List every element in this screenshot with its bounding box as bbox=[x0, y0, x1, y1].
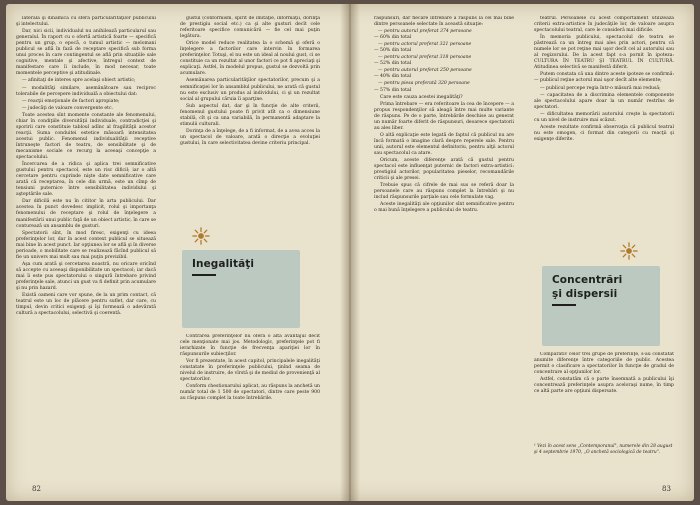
paragraph: gustul (conformism, spirit de imitaţie, informaţii, dorinţa de prestigiu social etc.) ca şi alte gusturi decît cele referitoare specifice comunicării — fie cel mai puţin legătura. bbox=[180, 16, 320, 40]
paragraph: Orice model reduce realitatea la o schemă şi oferă o înţelegere a factorilor care intervin în formarea preferinţelor. Totuşi, el nu este un ideal al noului gust, ci se constituie ca un rezultat al unor factori ce pot fi apreciaţi şi explicaţi. Astfel, în modelul propus, gustul se dezvoltă prin acumulare. bbox=[180, 41, 320, 77]
paragraph: Astfel, constatăm că o parte însemnată a publicului îşi concentrează preferinţele asupra aceloraşi nume, în timp ce altă parte are opţiuni dispersate. bbox=[534, 377, 674, 395]
paragraph: Există oameni care vor spune, de la un prim contact, că teatrul este un loc de plãcere pentru suflet, dar care, cu timpul, devin critici exigenţi şi îşi formează o adevărată cultură a spectacolului, selectivă şi coerentă. bbox=[16, 293, 156, 317]
paragraph: Conform chestionarului aplicat, au răspuns la anchetă un număr total de 1 500 de spectatori, dintre care peste 900 au răspuns complet la toate întrebările. bbox=[180, 384, 320, 402]
paragraph: În memoria publicului, spectacolul de teatru se păstrează ca un întreg mai ales prin actori, pentru că numele lor se pot reţine mai uşor decît cel al autorului sau al regizorului. De la acest fapt s-a pornit în ipoteza: CULTURA ÎN TEATRU ŞI TEATRUL ÎN CULTURĂ. Atitudinea selectivă se manifestă diferit. bbox=[534, 35, 674, 71]
paragraph: Încercarea de a ridica şi aplica trei semnificative gustului pentru spectacol, este un risc dificil; iar o altă cercetare pentru cuprinde nişte date semnificative care arată că receptarea, în cele din urmă, este un cîmp de tensiuni puternice între sensibilitatea individului şi aşteptările sale. bbox=[16, 162, 156, 198]
scores-intro: răspunsuri, dar fiecare întrebare a răspuns la cel mai bine dintre persoanele selectate în această situaţie: bbox=[374, 16, 514, 28]
score-line: — pentru actorul preferat 318 persoane bbox=[378, 55, 472, 61]
score-percentage: — 57% din total bbox=[374, 87, 412, 93]
right-column-1-body bbox=[374, 95, 514, 215]
score-percentage: — 52% din total bbox=[374, 61, 412, 67]
right-page-column-2-top bbox=[534, 16, 674, 248]
right-page bbox=[350, 4, 694, 501]
paragraph: Sub aspectul dat, dar şi în funcţie de alte criterii, fenomenul gustului poate fi privit atît ca o dimensiune stabilă, cît şi ca una variabilă, în permanentă adaptare la stimulii culturali. bbox=[180, 103, 320, 127]
left-page-column-2-bottom bbox=[180, 334, 320, 474]
sun-ornament-icon bbox=[620, 242, 638, 264]
score-line: — pentru actorul preferat 321 persoane bbox=[378, 42, 472, 48]
score-list bbox=[374, 29, 514, 93]
paragraph: — afinitaţi de interes spre acelaşi obiect artistic; bbox=[22, 78, 136, 84]
score-percentage: — 60% din total bbox=[374, 35, 412, 41]
paragraph: Spectatorii sînt, în mod firesc, exigenţi cu ideea preferinţelor lor, dar în acest context publicul se situează mai bine în acest punct. Iar opţiunea lor se află şi în diverse perioade, o mobilitate care se realizează fãcînd publicul să fie un univers mai mult sau mai puţin previzibil. bbox=[16, 230, 156, 260]
score-line: — pentru autorul preferat 250 persoane bbox=[378, 68, 472, 74]
inegalitati-sidebar bbox=[182, 250, 300, 328]
footnote: ¹ Vezi în acest sens „Contemporanul", numerele din 28 august şi 4 septembrie 1970, „O anchetă sociologică de teatru". bbox=[534, 444, 673, 455]
paragraph: Aşa cum arată şi cercetarea noastră, nu oricare oricînd să accepte cu aceeaşi disponibilitate un spectacol; iar dacă mai îi este pus spectatorului o singurã întrebare privind preferinţele sale, atunci un gust va fi definit prin acumulare şi nu prin hazard. bbox=[16, 261, 156, 292]
concentrari-sidebar bbox=[542, 266, 660, 346]
score-percentage: — 40% din total bbox=[374, 74, 412, 80]
paragraph: — publicul percepe regia într-o măsură mai redusă; bbox=[540, 85, 661, 91]
page-number-left: 82 bbox=[32, 485, 41, 493]
left-page-column-2-top bbox=[180, 16, 320, 228]
paragraph: Dar, nici sicii, individualul nu anihileazã particularul sau generalul. În raport cu o ofertã artisticã foarte — specificã pentru un grup, o epocã, o tumul artistic — melomani publicul se aflã în fazã de receptare specificã sub forma unui proces în care contingentul se află prin situațiile sale cognitive, mentale şi afective, întregul context de manifestare care îi include, în mod necesar, toate momentele perceptive şi atitudinale. bbox=[16, 29, 156, 77]
paragraph: — reacţii emoţionale de factori apropiate; bbox=[22, 98, 120, 104]
paragraph: Dar dificilă este nu în cititor în arta publicului. Dar acestea în punct dovedesc implicit, rolul şi importanţa fenomenului de receptare şi rolul de înţelegere a manifestării unui public faţă de un obiect artistic, în care se conturează un ansamblu de gusturi. bbox=[16, 199, 156, 229]
paragraph: Comparativ celor trei grupe de preferinţe, s-au constatat anumite diferenţe între categoriile de public. Acestea permit o clasificare a spectatorilor în funcţie de gradul de concentrare al opţiunilor lor. bbox=[534, 352, 674, 376]
paragraph: Asemănarea particularităţilor spectatorilor, precum şi a semnificaţiei lor în ansamblul publicului, ne arată că gustul nu este exclusiv un produs al individului, ci şi un rezultat social al grupului căruia îi aparţine. bbox=[180, 78, 320, 102]
paragraph: Trebuie spus că cifrele de mai sus se referă doar la persoanele care au răspuns complet la întrebări şi nu includ răspunsurile parţiale sau cele formulate vag. bbox=[374, 183, 514, 201]
paragraph: — modalitãţi similare, asemănătoare sau reciproc tolerabile de percepere individuală a obiectului dat: bbox=[16, 85, 156, 97]
sidebar-rule bbox=[552, 304, 576, 306]
paragraph: Prima întrebare — era referitoare la cea de începere — a propus respondenţilor să aleagă între mai multe variante de răspuns. Pe de o parte, întrebările deschise au generat un număr foarte diferit de răspunsuri, deoarece spectatorii au ales liber. bbox=[374, 101, 514, 131]
left-page-column-1 bbox=[16, 16, 156, 486]
score-line: — pentru autorul preferat 374 persoane bbox=[378, 29, 472, 35]
sidebar-title-line-1: Concentrări bbox=[552, 274, 623, 286]
right-page-column-2-bottom bbox=[534, 352, 674, 440]
paragraph: — judecãţi de valoare convergente etc. bbox=[22, 105, 114, 111]
paragraph: Toate acestea sînt momente constante ale fenomenului, chiar în condiţiile diversitãţii individuale, contradicţiei şi sporirii care constituie tabloul adînc al fragilitãţii acestor reacţii. Suma conduitei estetice mãsoarã intensitatea acestui public. Fenomenul individualitãţii receptive întruneşte factori de teatru, de sensibilitate şi de mecanisme sociale ce recurg la aceeaşi concepţie a spectacolului. bbox=[16, 112, 156, 161]
paragraph: Aceste inegalităţi ale opţiunilor sînt semnificative pentru o mai bună înţelegere a publicului de teatru. bbox=[374, 202, 514, 214]
paragraph: Contrarea preferinţelor nu oferă o altă avantajul decît cele menţionate mai jos. Metodologic, preferinţele pot fi ierarhizate în funcţie de frecvenţa apariţiei lor în răspunsurile subiecţilor. bbox=[180, 334, 320, 358]
paragraph: — capacitatea de a discrimina elementele componente ale spectacolului apare doar la un număr restrîns de spectatori. bbox=[534, 92, 674, 110]
paragraph: Aceste rezultate confirmă observaţia că publicul teatral nu este omogen, ci format din categorii cu reacţii şi exigenţe diferite. bbox=[534, 124, 674, 142]
paragraph: — dificultatea memorării autorului creşte la spectatorii cu un nivel de instruire mai scăzut. bbox=[534, 111, 674, 123]
sidebar-rule bbox=[192, 274, 216, 276]
score-line: — pentru piesa preferată 320 persoane bbox=[378, 81, 470, 87]
paragraph: Oricum, aceste diferenţe arată că gustul pentru spectacol este influenţat puternic de factori extra-artistici: prestigiul actorilor, popularitatea pieselor, recomandările criticii şi ale presei. bbox=[374, 158, 514, 182]
paragraph: teatrul. Persoanele cu acest comportament utilizează criterii extra-artistice în judecăţile lor, de valoare asupra spectacolului teatral, care le consideră mai dificile. bbox=[534, 16, 674, 34]
paragraph: Putem constata că una dintre aceste ipoteze se confirmă: — publicul reţine actorul mai uşor decît alte elemente; bbox=[534, 72, 674, 84]
sidebar-title: Inegalităţi bbox=[192, 258, 255, 270]
left-page bbox=[6, 4, 350, 501]
paragraph: lateralã şi dinamicã cu sfera particularitãţilor publicului şi intelectului. bbox=[16, 16, 156, 28]
paragraph: Vor fi prezentate, în acest capitol, principalele inegalităţi constatate în preferinţele publicului, ţinînd seama de nivelul de instruire, de vîrstă şi de mediul de provenienţă al spectatorilor. bbox=[180, 359, 320, 383]
right-page-column-1 bbox=[374, 16, 514, 488]
paragraph: Care este cauza acestei inegalităţi? bbox=[380, 94, 463, 100]
sidebar-title-line-2: şi dispersii bbox=[552, 288, 618, 300]
paragraph: Dorinţa de a înţelege, de a fi informat, de a avea acces la un spectacol de valoare, arată o direcţie a evoluţiei gustului, în care selectivitatea devine criteriu principal. bbox=[180, 128, 320, 146]
sun-ornament-icon bbox=[192, 227, 210, 249]
book-spread bbox=[6, 4, 694, 501]
score-percentage: — 50% din total bbox=[374, 48, 412, 54]
paragraph: O altă explicaţie este legată de faptul că publicul nu are încă formată o imagine clară despre reperele sale. Pentru unii, autorul este elementul definitoriu, pentru alţii actorul sau spectacolul ca atare. bbox=[374, 132, 514, 156]
page-number-right: 83 bbox=[662, 485, 671, 493]
